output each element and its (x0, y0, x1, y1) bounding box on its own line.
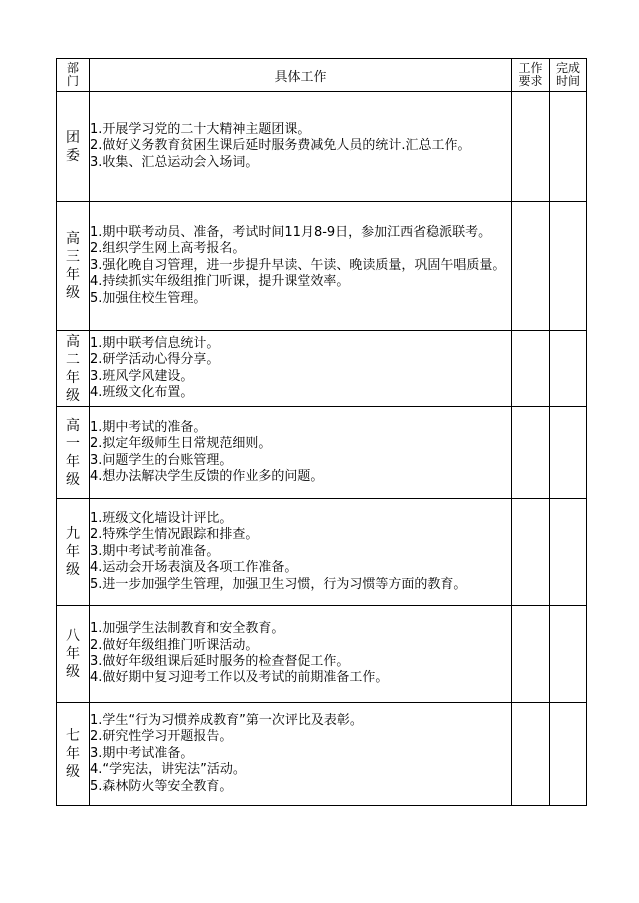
dept-cell (57, 407, 90, 499)
work-item: 2.组织学生网上高考报名。 (90, 241, 246, 257)
table-row-ba (57, 606, 587, 703)
work-item: 1.期中联考动员、准备，考试时间11月8-9日，参加江西省稳派联考。 (90, 224, 492, 240)
completion-cell (550, 606, 587, 703)
work-item: 3.期中考试考前准备。 (90, 543, 220, 559)
work-item: 2.拟定年级师生日常规范细则。 (90, 436, 272, 452)
completion-cell (550, 331, 587, 407)
requirement-cell (512, 331, 550, 407)
work-item: 2.做好义务教育贫困生课后延时服务费减免人员的统计.汇总工作。 (90, 138, 471, 154)
dept-cell (57, 202, 90, 331)
work-plan-table (56, 58, 587, 806)
work-item: 2.特殊学生情况跟踪和排查。 (90, 527, 259, 543)
completion-cell (550, 703, 587, 806)
work-item: 5.加强住校生管理。 (90, 290, 207, 306)
completion-cell (550, 499, 587, 606)
work-cell (90, 703, 512, 806)
dept-cell (57, 703, 90, 806)
dept-name: 高三年级 (66, 231, 80, 301)
work-item: 4.运动会开场表演及各项工作准备。 (90, 560, 298, 576)
work-cell (90, 202, 512, 331)
requirement-cell (512, 92, 550, 202)
requirement-cell (512, 703, 550, 806)
work-item: 4.做好期中复习迎考工作以及考试的前期准备工作。 (90, 670, 389, 686)
work-item: 1.期中考试的准备。 (90, 419, 207, 435)
work-item: 3.收集、汇总运动会入场词。 (90, 154, 259, 170)
header-dept: 部门 (57, 59, 90, 92)
table-row-gaoer (57, 331, 587, 407)
work-item: 1.加强学生法制教育和安全教育。 (90, 621, 285, 637)
requirement-cell (512, 407, 550, 499)
dept-name: 七年级 (66, 728, 80, 780)
work-cell (90, 92, 512, 202)
work-item: 1.开展学习党的二十大精神主题团课。 (90, 121, 311, 137)
dept-name: 高二年级 (66, 333, 80, 404)
work-item: 5.森林防火等安全教育。 (90, 778, 233, 794)
completion-cell (550, 92, 587, 202)
header-completion: 完成时间 (550, 59, 587, 92)
completion-cell (550, 202, 587, 331)
work-item: 1.期中联考信息统计。 (90, 335, 220, 351)
table-row-gaosan (57, 202, 587, 331)
work-cell (90, 331, 512, 407)
header-requirement: 工作要求 (512, 59, 550, 92)
requirement-cell (512, 202, 550, 331)
work-item: 3.做好年级组课后延时服务的检查督促工作。 (90, 654, 350, 669)
work-item: 3.问题学生的台账管理。 (90, 452, 233, 468)
work-item: 5.进一步加强学生管理，加强卫生习惯，行为习惯等方面的教育。 (90, 576, 467, 592)
work-cell (90, 606, 512, 703)
work-item: 2.研究性学习开题报告。 (90, 729, 233, 745)
work-item: 4.想办法解决学生反馈的作业多的问题。 (90, 468, 324, 484)
completion-cell (550, 407, 587, 499)
work-item: 1.班级文化墙设计评比。 (90, 510, 233, 526)
table-row-gaoyi (57, 407, 587, 499)
table-row-tuanwei (57, 92, 587, 202)
dept-name: 高一年级 (66, 417, 80, 488)
work-item: 1.学生“行为习惯养成教育”第一次评比及表彰。 (90, 712, 363, 728)
dept-cell (57, 606, 90, 703)
work-item: 4.班级文化布置。 (90, 384, 194, 400)
work-item: 3.强化晚自习管理，进一步提升早读、午读、晚读质量，巩固午唱质量。 (90, 257, 506, 273)
dept-name: 九年级 (66, 526, 80, 578)
work-item: 3.期中考试准备。 (90, 745, 194, 761)
dept-cell (57, 499, 90, 606)
work-cell (90, 499, 512, 606)
requirement-cell (512, 606, 550, 703)
work-item: 2.做好年级组推门听课活动。 (90, 637, 259, 653)
work-item: 4.“学宪法，讲宪法”活动。 (90, 762, 246, 778)
work-item: 3.班风学风建设。 (90, 368, 194, 384)
table-row-qi (57, 703, 587, 806)
work-item: 4.持续抓实年级组推门听课，提升课堂效率。 (90, 274, 350, 290)
dept-cell (57, 331, 90, 407)
table-row-jiu (57, 499, 587, 606)
work-item: 2.研学活动心得分享。 (90, 352, 220, 368)
dept-name: 八年级 (66, 628, 80, 680)
work-cell (90, 407, 512, 499)
requirement-cell (512, 499, 550, 606)
header-work: 具体工作 (90, 59, 512, 92)
table-header-row (57, 59, 587, 92)
dept-name: 团委 (66, 129, 80, 164)
dept-cell (57, 92, 90, 202)
